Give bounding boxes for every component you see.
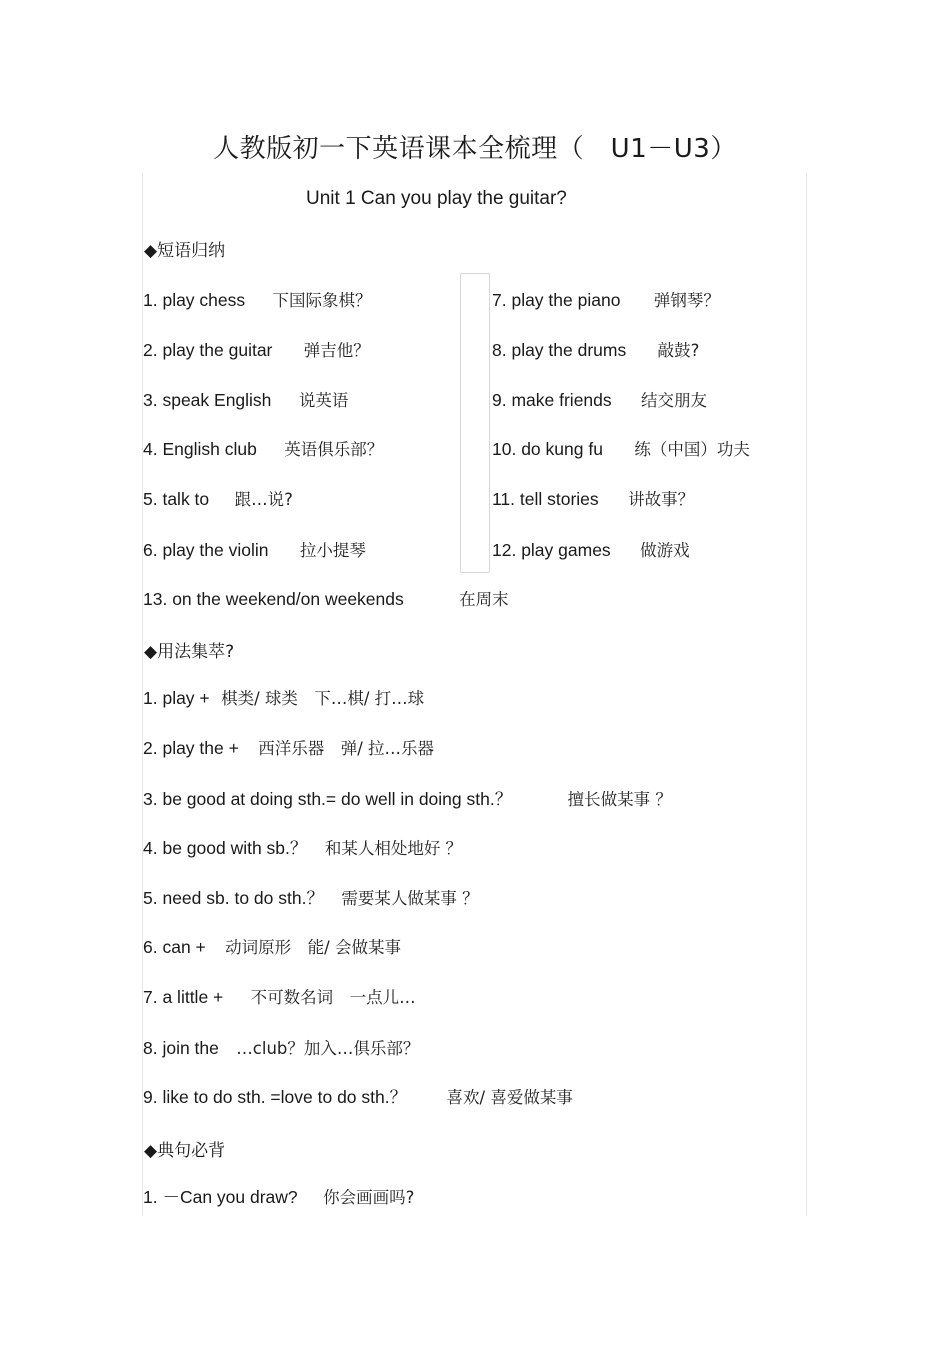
phrase-zh: 说英语 <box>298 391 349 410</box>
phrase-en: 7. play the piano <box>492 290 621 310</box>
phrase-en: 6. play the violin <box>143 540 269 560</box>
phrase-zh: 跟…说? <box>234 490 293 509</box>
phrase-item <box>492 538 690 563</box>
usage-item <box>143 935 401 960</box>
usage-zh: 西洋乐器 弹/ 拉…乐器 <box>258 739 435 758</box>
usage-en: 7. a little + <box>143 987 224 1007</box>
phrase-en: 9. make friends <box>492 390 612 410</box>
phrase-item <box>143 587 509 612</box>
phrase-zh: 做游戏 <box>640 541 690 560</box>
usage-item <box>143 1085 573 1110</box>
phrase-item <box>143 487 293 512</box>
unit-title: Unit 1 Can you play the guitar? <box>306 188 567 209</box>
phrase-item <box>143 437 383 462</box>
phrase-item <box>143 338 370 363</box>
phrase-zh: 弹钢琴？ <box>653 291 720 310</box>
usage-zh: 擅长做某事 ？ <box>567 790 672 809</box>
usage-heading: ◆用法集萃? <box>144 642 235 662</box>
phrase-zh: 弹吉他？ <box>303 341 370 360</box>
phrase-en: 10. do kung fu <box>492 439 603 459</box>
phrase-item <box>143 538 366 563</box>
phrase-en: 13. on the weekend/on weekends <box>143 589 404 609</box>
phrase-zh: 拉小提琴 <box>299 541 366 560</box>
phrase-item <box>143 388 348 413</box>
usage-item <box>143 1036 419 1061</box>
usage-item <box>143 787 672 812</box>
sentences-heading: ◆典句必背 <box>144 1141 226 1161</box>
usage-zh: 需要某人做某事 ？ <box>341 889 479 908</box>
phrase-en: 11. tell stories <box>492 489 599 509</box>
sentence-item <box>143 1185 414 1210</box>
usage-en: 5. need sb. to do sth.？ <box>143 888 324 908</box>
phrase-item <box>492 388 707 413</box>
phrase-en: 2. play the guitar <box>143 340 273 360</box>
usage-zh: 动词原形 能/ 会做某事 <box>225 938 401 957</box>
usage-item <box>143 886 479 911</box>
phrase-zh: 讲故事？ <box>628 490 695 509</box>
phrase-item <box>492 288 720 313</box>
sentence-zh: 你会画画吗? <box>323 1188 415 1207</box>
phrase-en: 12. play games <box>492 540 611 560</box>
phrase-en: 5. talk to <box>143 489 210 509</box>
usage-item <box>143 836 462 861</box>
phrase-item <box>492 338 699 363</box>
usage-en: 3. be good at doing sth.= do well in doing sth.？ <box>143 789 513 809</box>
usage-zh: 棋类/ 球类 下…棋/ 打…球 <box>221 689 425 708</box>
usage-en: 4. be good with sb.？ <box>143 838 308 858</box>
usage-en: 6. can + <box>143 937 206 957</box>
phrase-item <box>492 487 694 512</box>
phrase-zh: 结交朋友 <box>641 391 708 410</box>
phrase-zh: 英语俱乐部？ <box>284 440 384 459</box>
usage-en: 1. play + <box>143 688 210 708</box>
usage-zh: 和某人相处地好 ？ <box>324 839 463 858</box>
phrase-en: 4. English club <box>143 439 257 459</box>
usage-item <box>143 985 416 1010</box>
usage-zh: 喜欢/ 喜爱做某事 <box>446 1088 573 1107</box>
usage-zh: …club？加入…俱乐部？ <box>236 1039 420 1058</box>
usage-item <box>143 736 434 761</box>
phrase-zh: 练（中国）功夫 <box>634 440 750 459</box>
usage-en: 9. like to do sth. =love to do sth.？ <box>143 1087 408 1107</box>
usage-en: 8. join the <box>143 1038 219 1058</box>
sentence-en: 1. －Can you draw? <box>143 1187 298 1207</box>
phrase-item <box>143 288 372 313</box>
phrase-item <box>492 437 750 462</box>
page-title: 人教版初一下英语课本全梳理（ U1－U3） <box>213 134 737 164</box>
frame-border-right <box>806 173 807 1216</box>
phrases-heading: ◆短语归纳 <box>144 241 226 261</box>
phrase-zh: 下国际象棋？ <box>272 291 372 310</box>
usage-en: 2. play the + <box>143 738 239 758</box>
phrase-en: 1. play chess <box>143 290 246 310</box>
phrase-zh: 在周末 <box>459 590 509 609</box>
phrase-en: 3. speak English <box>143 390 272 410</box>
usage-zh: 不可数名词 一点儿… <box>250 988 416 1007</box>
phrase-zh: 敲鼓? <box>657 341 700 360</box>
usage-item <box>143 686 424 711</box>
column-divider <box>460 273 490 573</box>
phrase-en: 8. play the drums <box>492 340 627 360</box>
